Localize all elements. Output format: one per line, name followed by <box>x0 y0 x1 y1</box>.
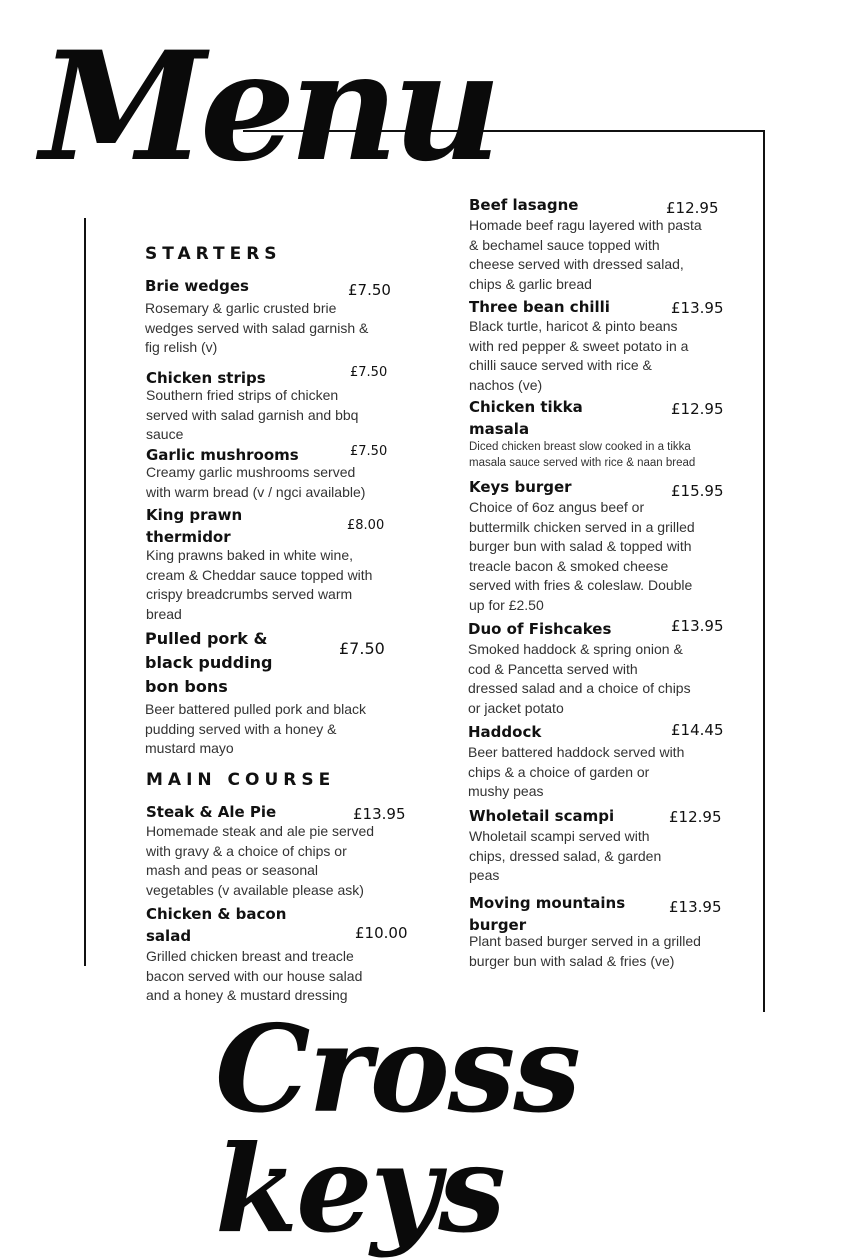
item-description: Southern fried strips of chicken served with salad garnish and bbq sauce <box>146 387 359 442</box>
item-price: £10.00 <box>355 924 408 942</box>
item-description: Beer battered haddock served with chips & a choice of garden or mushy peas <box>468 744 685 799</box>
item-description: Homemade steak and ale pie served with gravy & a choice of chips or mash and peas or seasonal vegetables (v available please ask) <box>146 823 375 898</box>
item-name: Chicken strips <box>146 369 266 387</box>
item-description: Plant based burger served in a grilled burger bun with salad & fries (ve) <box>469 933 701 969</box>
item-price: £7.50 <box>350 444 388 459</box>
frame-left-line <box>84 218 86 966</box>
item-price: £13.95 <box>671 617 724 635</box>
item-name: Chicken tikka masala <box>469 398 583 438</box>
item-price: £13.95 <box>669 898 722 916</box>
item-description: King prawns baked in white wine, cream & Cheddar sauce topped with crispy breadcrumbs served warm bread <box>146 547 373 622</box>
menu-title: Menu <box>40 19 496 195</box>
item-description: Choice of 6oz angus beef or buttermilk chicken served in a grilled burger bun with salad & topped with treacle bacon & smoked cheese served with fries & coleslaw. Double up for £2.50 <box>469 499 695 613</box>
item-name: Keys burger <box>469 478 572 496</box>
item-price: £14.45 <box>671 721 724 739</box>
item-price: £12.95 <box>671 400 724 418</box>
item-price: £7.50 <box>339 639 385 658</box>
item-description: Homade beef ragu layered with pasta & bechamel sauce topped with cheese served with dressed salad, chips & garlic bread <box>469 217 702 292</box>
item-name: Brie wedges <box>145 277 249 295</box>
item-name: King prawn thermidor <box>146 506 243 546</box>
item-price: £7.50 <box>350 365 388 380</box>
item-name: Pulled pork & black pudding bon bons <box>145 629 273 696</box>
item-price: £13.95 <box>353 805 406 823</box>
item-description: Smoked haddock & spring onion & cod & Pancetta served with dressed salad and a choice of chips or jacket potato <box>468 641 691 716</box>
item-name: Haddock <box>468 723 542 741</box>
item-price: £8.00 <box>347 518 385 533</box>
item-name: Moving mountains burger <box>469 894 626 934</box>
item-price: £15.95 <box>671 482 724 500</box>
item-name: Steak & Ale Pie <box>146 803 277 821</box>
item-description: Diced chicken breast slow cooked in a tikka masala sauce served with rice & naan bread <box>469 441 696 469</box>
item-name: Garlic mushrooms <box>146 446 299 464</box>
item-name: Three bean chilli <box>469 298 610 316</box>
item-description: Rosemary & garlic crusted brie wedges served with salad garnish & fig relish (v) <box>145 300 369 355</box>
item-name: Duo of Fishcakes <box>468 620 612 638</box>
section-heading-main-course: MAIN COURSE <box>146 770 336 790</box>
item-description: Beer battered pulled pork and black pudding served with a honey & mustard mayo <box>145 701 367 756</box>
section-heading-starters: STARTERS <box>145 244 282 264</box>
item-price: £7.50 <box>348 281 391 299</box>
item-name: Wholetail scampi <box>469 807 615 825</box>
item-description: Creamy garlic mushrooms served with warm bread (v / ngci available) <box>146 464 366 500</box>
item-price: £13.95 <box>671 299 724 317</box>
item-price: £12.95 <box>666 199 719 217</box>
item-name: Chicken & bacon salad <box>146 905 287 945</box>
item-name: Beef lasagne <box>469 196 579 214</box>
frame-right-line <box>763 130 765 1012</box>
restaurant-name-footer: Cross keys <box>215 999 579 1260</box>
item-description: Black turtle, haricot & pinto beans with red pepper & sweet potato in a chilli sauce served with rice & nachos (ve) <box>469 318 689 393</box>
item-description: Wholetail scampi served with chips, dressed salad, & garden peas <box>469 828 662 883</box>
item-description: Grilled chicken breast and treacle bacon served with our house salad and a honey & mustard dressing <box>146 948 363 1003</box>
item-price: £12.95 <box>669 808 722 826</box>
